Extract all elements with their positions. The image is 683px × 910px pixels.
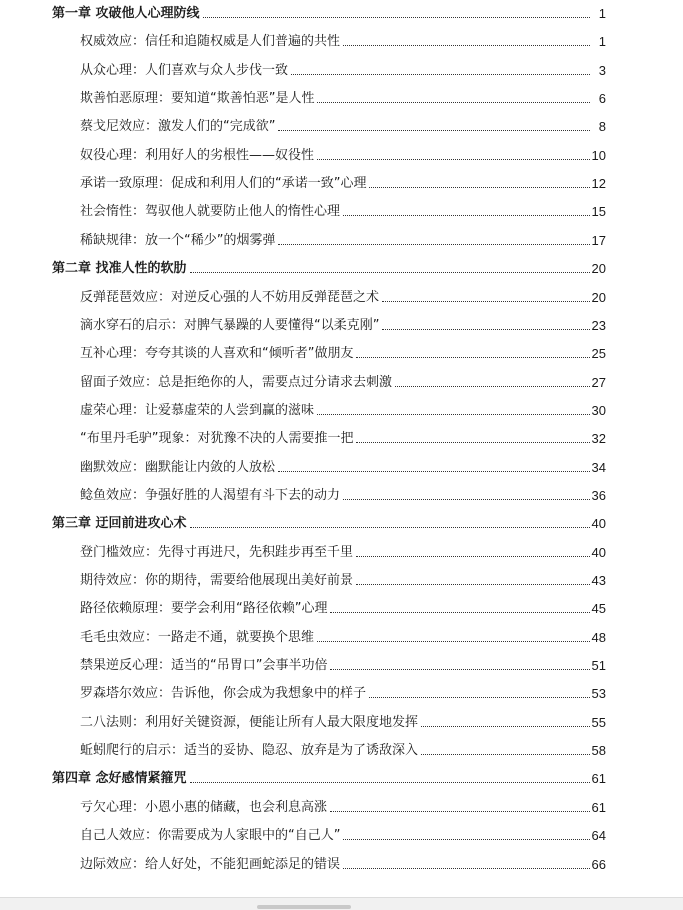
toc-entry-page-number: 40 <box>591 516 606 532</box>
toc-entry-page-number: 45 <box>591 601 606 617</box>
dot-leader <box>203 16 590 18</box>
toc-entry-title: 奴役心理：利用好人的劣根性——奴役性 <box>80 147 315 163</box>
toc-entry-page-number: 27 <box>591 374 606 390</box>
toc-entry-page-number: 10 <box>591 147 606 163</box>
toc-section-entry[interactable] <box>80 286 606 306</box>
toc-entry-page-number: 1 <box>598 6 606 21</box>
dot-leader <box>382 328 589 330</box>
toc-entry-title: 第三章 迂回前进攻心术 <box>52 516 187 532</box>
toc-section-entry[interactable] <box>80 30 606 50</box>
toc-entry-title: 第四章 念好感情紧箍咒 <box>52 771 187 787</box>
dot-leader <box>317 413 590 415</box>
toc-entry-page-number: 12 <box>591 176 606 192</box>
dot-leader <box>421 753 590 755</box>
dot-leader <box>330 810 590 812</box>
dot-leader <box>278 470 590 472</box>
toc-entry-title: 幽默效应：幽默能让内敛的人放松 <box>80 459 276 475</box>
toc-entry-page-number: 66 <box>591 856 606 872</box>
toc-section-entry[interactable] <box>80 456 606 476</box>
dot-leader <box>356 441 589 443</box>
toc-section-entry[interactable] <box>80 654 606 674</box>
dot-leader <box>278 129 590 131</box>
toc-entry-page-number: 6 <box>598 91 606 107</box>
toc-entry-page-number: 20 <box>591 289 606 305</box>
toc-entry-title: 鲶鱼效应：争强好胜的人渴望有斗下去的动力 <box>80 487 341 503</box>
toc-chapter-entry[interactable] <box>52 257 606 277</box>
dot-leader <box>369 186 589 188</box>
toc-section-entry[interactable] <box>80 597 606 617</box>
dot-leader <box>421 725 590 727</box>
toc-entry-title: 从众心理：人们喜欢与众人步伐一致 <box>80 62 289 78</box>
toc-section-entry[interactable] <box>80 59 606 79</box>
toc-entry-page-number: 36 <box>591 487 606 503</box>
dot-leader <box>330 611 589 613</box>
toc-entry-page-number: 3 <box>598 62 606 78</box>
toc-section-entry[interactable] <box>80 229 606 249</box>
toc-entry-page-number: 34 <box>591 459 606 475</box>
dot-leader <box>190 271 590 273</box>
dot-leader <box>395 385 590 387</box>
toc-section-entry[interactable] <box>80 484 606 504</box>
toc-section-entry[interactable] <box>80 569 606 589</box>
toc-entry-page-number: 32 <box>591 431 606 447</box>
toc-entry-title: 期待效应：你的期待，需要给他展现出美好前景 <box>80 573 354 588</box>
toc-section-entry[interactable] <box>80 824 606 844</box>
toc-entry-page-number: 61 <box>591 771 606 787</box>
dot-leader <box>317 158 590 160</box>
dot-leader <box>382 300 590 302</box>
toc-entry-page-number: 17 <box>591 232 606 248</box>
toc-section-entry[interactable] <box>80 87 606 107</box>
toc-chapter-entry[interactable] <box>52 2 606 22</box>
toc-entry-title: 承诺一致原理：促成和利用人们的“承诺一致”心理 <box>80 176 367 192</box>
toc-section-entry[interactable] <box>80 200 606 220</box>
toc-entry-title: 毛毛虫效应：一路走不通，就要换个思维 <box>80 629 315 645</box>
dot-leader <box>190 526 590 528</box>
dot-leader <box>317 101 590 103</box>
dot-leader <box>343 214 590 216</box>
toc-section-entry[interactable] <box>80 371 606 391</box>
dot-leader <box>291 73 590 75</box>
toc-section-entry[interactable] <box>80 541 606 561</box>
toc-entry-title: 第二章 找准人性的软肋 <box>52 261 187 277</box>
toc-section-entry[interactable] <box>80 682 606 702</box>
toc-entry-title: 登门槛效应：先得寸再进尺，先积跬步再至千里 <box>80 544 354 560</box>
toc-entry-title: 滴水穿石的启示：对脾气暴躁的人要懂得“以柔克刚” <box>80 317 380 333</box>
toc-section-entry[interactable] <box>80 314 606 334</box>
toc-entry-title: 稀缺规律：放一个“稀少”的烟雾弹 <box>80 232 276 248</box>
toc-chapter-entry[interactable] <box>52 512 606 532</box>
toc-entry-title: “布里丹毛驴”现象：对犹豫不决的人需要推一把 <box>80 431 354 447</box>
toc-entry-page-number: 64 <box>591 828 606 844</box>
toc-section-entry[interactable] <box>80 342 606 362</box>
toc-entry-page-number: 43 <box>591 573 606 588</box>
dot-leader <box>343 498 590 500</box>
toc-entry-page-number: 30 <box>591 402 606 418</box>
toc-entry-page-number: 40 <box>591 544 606 560</box>
toc-entry-page-number: 55 <box>591 714 606 730</box>
toc-section-entry[interactable] <box>80 853 606 873</box>
toc-entry-page-number: 23 <box>591 317 606 333</box>
toc-entry-page-number: 58 <box>591 743 606 759</box>
toc-entry-title: 权威效应：信任和追随权威是人们普遍的共性 <box>80 34 341 50</box>
toc-entry-title: 第一章 攻破他人心理防线 <box>52 6 200 21</box>
toc-entry-page-number: 61 <box>591 799 606 815</box>
toc-entry-title: 边际效应：给人好处，不能犯画蛇添足的错误 <box>80 856 341 872</box>
toc-entry-title: 虚荣心理：让爱慕虚荣的人尝到赢的滋味 <box>80 402 315 418</box>
scrollbar-thumb[interactable] <box>257 905 351 909</box>
dot-leader <box>343 867 590 869</box>
toc-entry-title: 蚯蚓爬行的启示：适当的妥协、隐忍、放弃是为了诱敌深入 <box>80 743 419 759</box>
toc-entry-page-number: 51 <box>591 658 606 674</box>
dot-leader <box>356 356 589 358</box>
toc-section-entry[interactable] <box>80 115 606 135</box>
toc-entry-title: 欺善怕恶原理：要知道“欺善怕恶”是人性 <box>80 91 315 107</box>
toc-entry-page-number: 25 <box>591 346 606 362</box>
toc-entry-title: 禁果逆反心理：适当的“吊胃口”会事半功倍 <box>80 658 328 674</box>
toc-entry-title: 二八法则：利用好关键资源，便能让所有人最大限度地发挥 <box>80 714 419 730</box>
dot-leader <box>190 781 590 783</box>
dot-leader <box>330 668 589 670</box>
toc-entry-title: 社会惰性：驾驭他人就要防止他人的惰性心理 <box>80 204 341 220</box>
toc-entry-page-number: 53 <box>591 686 606 702</box>
toc-entry-page-number: 1 <box>598 34 606 50</box>
toc-entry-title: 反弹琵琶效应：对逆反心强的人不妨用反弹琵琶之术 <box>80 289 380 305</box>
dot-leader <box>356 555 590 557</box>
dot-leader <box>278 243 589 245</box>
dot-leader <box>343 838 589 840</box>
toc-section-entry[interactable] <box>80 711 606 731</box>
toc-section-entry[interactable] <box>80 399 606 419</box>
toc-section-entry[interactable] <box>80 144 606 164</box>
toc-section-entry[interactable] <box>80 626 606 646</box>
dot-leader <box>317 640 590 642</box>
toc-section-entry[interactable] <box>80 172 606 192</box>
toc-section-entry[interactable] <box>80 427 606 447</box>
toc-entry-title: 亏欠心理：小恩小惠的储藏，也会利息高涨 <box>80 799 328 815</box>
toc-entry-title: 互补心理：夸夸其谈的人喜欢和“倾听者”做朋友 <box>80 346 354 362</box>
toc-entry-page-number: 48 <box>591 629 606 645</box>
toc-entry-title: 路径依赖原理：要学会利用“路径依赖”心理 <box>80 601 328 617</box>
dot-leader <box>343 44 590 46</box>
toc-section-entry[interactable] <box>80 739 606 759</box>
toc-entry-page-number: 20 <box>591 261 606 277</box>
toc-section-entry[interactable] <box>80 796 606 816</box>
toc-entry-title: 罗森塔尔效应：告诉他，你会成为我想象中的样子 <box>80 686 367 702</box>
toc-entry-title: 自己人效应：你需要成为人家眼中的“自己人” <box>80 828 341 844</box>
toc-entry-page-number: 8 <box>598 119 606 135</box>
toc-entry-title: 留面子效应：总是拒绝你的人，需要点过分请求去刺激 <box>80 374 393 390</box>
toc-entry-title: 蔡戈尼效应：激发人们的“完成欲” <box>80 119 276 135</box>
dot-leader <box>356 583 590 585</box>
dot-leader <box>369 696 590 698</box>
toc-entry-page-number: 15 <box>591 204 606 220</box>
toc-chapter-entry[interactable] <box>52 767 606 787</box>
